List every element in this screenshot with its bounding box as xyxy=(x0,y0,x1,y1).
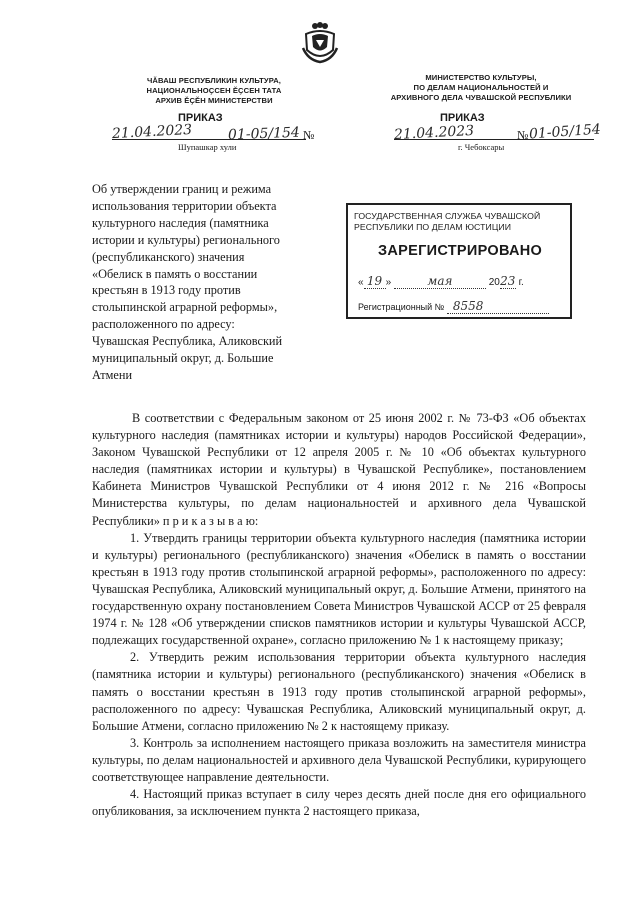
title-line: «Обелиск в память о восстании xyxy=(92,266,258,281)
body-paragraph: 1. Утвердить границы территории объекта культурного наследия (памятника истории и культуры) регионального (республиканского) значения «Обелиск в память о восстании крестьян в 1913 году против столыпинской аграрной реформы», расположенного по адресу: Чувашская Республика, Аликовский муниципальный округ, д. Большие Атмени, принятого на государственную охрану постановлением Совета Министров Чувашской АССР от 25 февраля 1974 г. № 128 «Об утверждении списков памятников истории и культуры Чувашской АССР, подлежащих государственной охране», согласно приложению № 1 к настоящему приказу; xyxy=(92,530,586,648)
stamp-agency xyxy=(354,211,566,233)
ministry-russian-line: АРХИВНОГО ДЕЛА ЧУВАШСКОЙ РЕСПУБЛИКИ xyxy=(390,93,572,102)
ministry-name-chuvash xyxy=(120,76,308,106)
title-line: Об утверждении границ и режима xyxy=(92,182,272,196)
stamp-number-line xyxy=(358,299,549,314)
title-line: столыпинской аграрной реформы», xyxy=(92,300,278,315)
order-date-left: 21.04.2023 xyxy=(111,121,193,143)
ministry-russian-line: МИНИСТЕРСТВО КУЛЬТУРЫ, xyxy=(425,73,537,82)
number-sign-left: № xyxy=(303,128,315,142)
order-number-right: 01-05/154 xyxy=(528,121,602,143)
body-paragraph: 2. Утвердить режим использования территории объекта культурного наследия (памятника истории и культуры) регионального (республиканского) значения «Обелиск в память о восстании крестьян в 1913 году против столыпинской аграрной реформы», расположенного по адресу: Чувашская Республика, Аликовский муниципальный округ, д. Большие Атмени, согласно приложению № 2 к настоящему приказу. xyxy=(92,650,586,733)
stamp-number-label: Регистрационный № xyxy=(358,302,445,312)
date-underline-right xyxy=(394,139,594,140)
date-underline-left xyxy=(112,139,306,140)
ministry-russian-line: ПО ДЕЛАМ НАЦИОНАЛЬНОСТЕЙ И xyxy=(413,83,549,92)
title-line: муниципальный округ, д. Большие xyxy=(92,351,274,366)
stamp-registered: ЗАРЕГИСТРИРОВАНО xyxy=(378,243,543,259)
order-date-right: 21.04.2023 xyxy=(393,122,475,144)
title-line: культурного наследия (памятника xyxy=(92,215,269,230)
city-left: Шупашкар хули xyxy=(178,142,237,152)
ministry-name-russian xyxy=(362,73,600,103)
body-paragraph: В соответствии с Федеральным законом от 25 июня 2002 г. № 73-ФЗ «Об объектах культурного наследия (памятниках истории и культуры) народов Российской Федерации», Законом Чувашской Республики от 12 апреля 2005 г. № 10 «Об объектах культурного наследия (памятниках истории и культуры) в Чувашской Республике», постановлением Кабинета Министров Чувашской Республики от 4 июня 2012 г. № 216 «Вопросы Министерства культуры, по делам национальностей и архивного дела Чувашской Республики» п р и к а з ы в а ю: xyxy=(92,411,586,528)
title-line: крестьян в 1913 году против xyxy=(92,283,241,298)
stamp-reg-number: 8558 xyxy=(447,299,549,314)
ministry-chuvash-line: НАЦИОНАЛЬНОҪСЕН ĔҪСЕН ТАТА xyxy=(146,86,282,95)
ministry-chuvash-line: АРХИВ ĔҪĔН МИНИСТЕРСТВИ xyxy=(155,96,273,105)
prikaz-label-right: ПРИКАЗ xyxy=(440,112,485,124)
title-line: расположенного по адресу: xyxy=(92,317,235,332)
title-line: использования территории объекта xyxy=(92,198,277,213)
body-paragraph: 4. Настоящий приказ вступает в силу через десять дней после дня его официального опубликования, за исключением пункта 2 настоящего приказа, xyxy=(92,787,586,819)
number-sign-right: № xyxy=(517,128,529,142)
prikaz-label-left: ПРИКАЗ xyxy=(178,112,223,124)
stamp-day: 19 xyxy=(364,274,386,289)
stamp-date-line: « 19 » мая 2023 г. xyxy=(358,274,524,288)
stamp-agency-line: ГОСУДАРСТВЕННАЯ СЛУЖБА ЧУВАШСКОЙ xyxy=(354,211,541,221)
registration-stamp xyxy=(346,203,572,319)
order-title xyxy=(92,181,311,384)
city-right: г. Чебоксары xyxy=(458,142,505,152)
title-line: (республиканского) значения xyxy=(92,249,245,264)
stamp-year-prefix: 20 xyxy=(488,277,500,288)
ministry-chuvash-line: ЧĂВАШ РЕСПУБЛИКИН КУЛЬТУРА, xyxy=(146,76,282,85)
order-body xyxy=(92,410,586,820)
title-line: Атмени xyxy=(92,367,133,382)
title-line: истории и культуры) регионального xyxy=(92,232,280,247)
stamp-month: мая xyxy=(394,274,486,289)
stamp-year-suffix: 23 xyxy=(500,274,516,288)
body-paragraph: 3. Контроль за исполнением настоящего приказа возложить на заместителя министра культуры, по делам национальностей и архивного дела Чувашской Республики, курирующего соответствующее направление деятельности. xyxy=(92,735,586,784)
stamp-year-abbrev: г. xyxy=(518,277,524,288)
order-number-left: 01-05/154 xyxy=(227,124,301,144)
stamp-agency-line: РЕСПУБЛИКИ ПО ДЕЛАМ ЮСТИЦИИ xyxy=(354,222,512,232)
chuvash-emblem-icon xyxy=(300,20,340,64)
title-line: Чувашская Республика, Аликовский xyxy=(92,334,283,349)
